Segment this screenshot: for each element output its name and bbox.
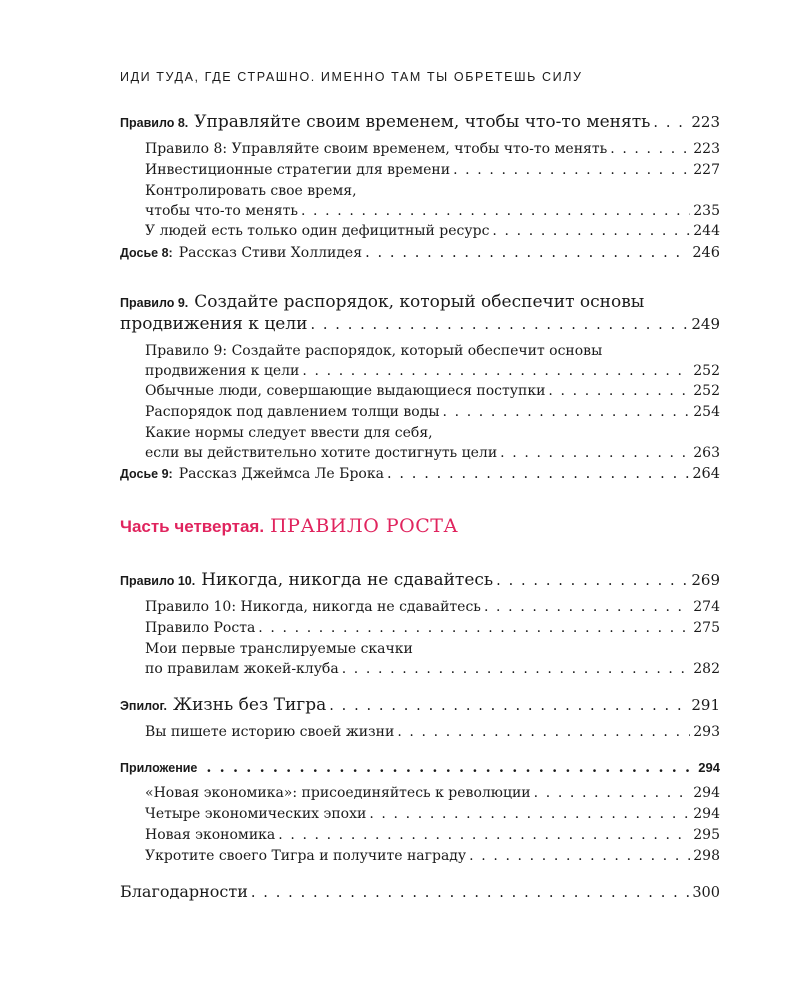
page-number: 294 [693, 785, 720, 801]
rule-label: Правило 8. [120, 116, 189, 130]
item-title: Правило 10: Никогда, никогда не сдавайтесь [145, 599, 481, 615]
toc-item[interactable] [120, 597, 720, 618]
page-number: 254 [693, 404, 720, 420]
item-title-line2: если вы действительно хотите достигнуть цели [145, 445, 498, 461]
table-of-contents [120, 110, 720, 904]
toc-item[interactable] [120, 402, 720, 423]
leader-dots [610, 139, 690, 160]
dossier-label: Досье 9: [120, 467, 173, 481]
toc-item[interactable] [120, 160, 720, 181]
page-number: 282 [693, 661, 720, 677]
page-number: 274 [693, 599, 720, 615]
page-number: 291 [691, 696, 720, 714]
toc-item[interactable] [120, 722, 720, 743]
item-title-line1: Правило 9: Создайте распорядок, который обеспечит основы [145, 343, 603, 359]
item-title-line2: чтобы что-то менять [145, 203, 298, 219]
dossier-title: Рассказ Джеймса Ле Брока [178, 466, 384, 482]
leader-dots [534, 783, 691, 804]
toc-dossier-8[interactable] [120, 242, 720, 264]
epilogue-title: Жизнь без Тигра [172, 695, 327, 715]
item-title-line1: Мои первые транслируемые скачки [145, 641, 413, 657]
page-number: 235 [693, 203, 720, 219]
page-number: 252 [693, 363, 720, 379]
toc-epilogue[interactable] [120, 693, 720, 718]
leader-dots [387, 463, 689, 485]
rule-title-line2: продвижения к цели [120, 314, 308, 334]
leader-dots [369, 804, 690, 825]
part-label: Часть четвертая. [120, 517, 265, 536]
toc-rule-9[interactable] [120, 292, 720, 337]
toc-dossier-9[interactable] [120, 463, 720, 485]
leader-dots [484, 597, 690, 618]
item-title: Четыре экономических эпохи [145, 806, 367, 822]
part-heading[interactable] [120, 513, 720, 540]
toc-rule-8[interactable] [120, 110, 720, 135]
item-title-line2: по правилам жокей-клуба [145, 661, 339, 677]
leader-dots [206, 757, 695, 779]
leader-dots [653, 111, 688, 135]
toc-item[interactable] [120, 381, 720, 402]
item-title: Вы пишете историю своей жизни [145, 724, 395, 740]
page-number: 293 [693, 724, 720, 740]
page-number: 298 [693, 848, 720, 864]
leader-dots [302, 361, 690, 381]
leader-dots [500, 443, 690, 463]
dossier-label: Досье 8: [120, 246, 173, 260]
page-number: 263 [693, 445, 720, 461]
toc-item[interactable] [120, 221, 720, 242]
toc-rule-10[interactable] [120, 568, 720, 593]
toc-item-multiline[interactable] [120, 639, 720, 679]
part-title: ПРАВИЛО РОСТА [270, 515, 459, 537]
toc-item-multiline[interactable] [120, 181, 720, 221]
leader-dots [310, 313, 688, 337]
toc-item[interactable] [120, 825, 720, 846]
page-number: 246 [692, 245, 720, 261]
page-number: 244 [693, 223, 720, 239]
dossier-title: Рассказ Стиви Холлидея [178, 245, 363, 261]
item-title: У людей есть только один дефицитный ресурс [145, 223, 490, 239]
item-title-line2: продвижения к цели [145, 363, 300, 379]
page-number: 295 [693, 827, 720, 843]
rule-title: Управляйте своим временем, чтобы что-то менять [194, 112, 651, 132]
leader-dots [548, 381, 690, 402]
rule-title: Никогда, никогда не сдавайтесь [201, 570, 494, 590]
leader-dots [329, 694, 688, 718]
toc-item[interactable] [120, 783, 720, 804]
page-number: 249 [691, 315, 720, 333]
leader-dots [301, 201, 690, 221]
leader-dots [469, 846, 690, 867]
item-title: «Новая экономика»: присоединяйтесь к революции [145, 785, 531, 801]
page-number: 264 [692, 466, 720, 482]
leader-dots [453, 160, 690, 181]
toc-item[interactable] [120, 846, 720, 867]
toc-item-multiline[interactable] [120, 423, 720, 463]
item-title: Распорядок под давлением толщи воды [145, 404, 440, 420]
item-title: Инвестиционные стратегии для времени [145, 162, 451, 178]
leader-dots [492, 221, 690, 242]
page-number: 269 [691, 571, 720, 589]
leader-dots [397, 722, 690, 743]
rule-label: Правило 10. [120, 574, 196, 588]
leader-dots [342, 659, 691, 679]
page-number: 252 [693, 383, 720, 399]
toc-acknowledgements[interactable] [120, 881, 720, 904]
item-title: Правило 8: Управляйте своим временем, чтобы что-то менять [145, 141, 608, 157]
appendix-label: Приложение [120, 761, 198, 775]
leader-dots [496, 569, 688, 593]
item-title: Новая экономика [145, 827, 276, 843]
rule-label: Правило 9. [120, 296, 189, 310]
toc-item[interactable] [120, 618, 720, 639]
leader-dots [365, 242, 689, 264]
leader-dots [443, 402, 691, 423]
page-number: 294 [693, 806, 720, 822]
item-title: Укротите своего Тигра и получите награду [145, 848, 467, 864]
page-number: 275 [693, 620, 720, 636]
leader-dots [278, 825, 690, 846]
page-number: 300 [692, 885, 720, 901]
leader-dots [258, 618, 690, 639]
toc-item-multiline[interactable] [120, 341, 720, 381]
toc-appendix[interactable] [120, 757, 720, 779]
page-number: 223 [693, 141, 720, 157]
toc-item[interactable] [120, 139, 720, 160]
running-head: ИДИ ТУДА, ГДЕ СТРАШНО. ИМЕННО ТАМ ТЫ ОБРЕТЕШЬ СИЛУ [120, 70, 583, 84]
page-number: 227 [693, 162, 720, 178]
toc-item[interactable] [120, 804, 720, 825]
acknowledgements-title: Благодарности [120, 882, 248, 901]
item-title-line1: Контролировать свое время, [145, 183, 357, 199]
page-number: 223 [691, 113, 720, 131]
rule-title-line1: Создайте распорядок, который обеспечит основы [194, 292, 645, 312]
item-title: Правило Роста [145, 620, 256, 636]
leader-dots [251, 882, 689, 904]
epilogue-label: Эпилог. [120, 699, 167, 713]
item-title: Обычные люди, совершающие выдающиеся поступки [145, 383, 546, 399]
item-title-line1: Какие нормы следует ввести для себя, [145, 425, 433, 441]
page-number: 294 [698, 760, 720, 775]
